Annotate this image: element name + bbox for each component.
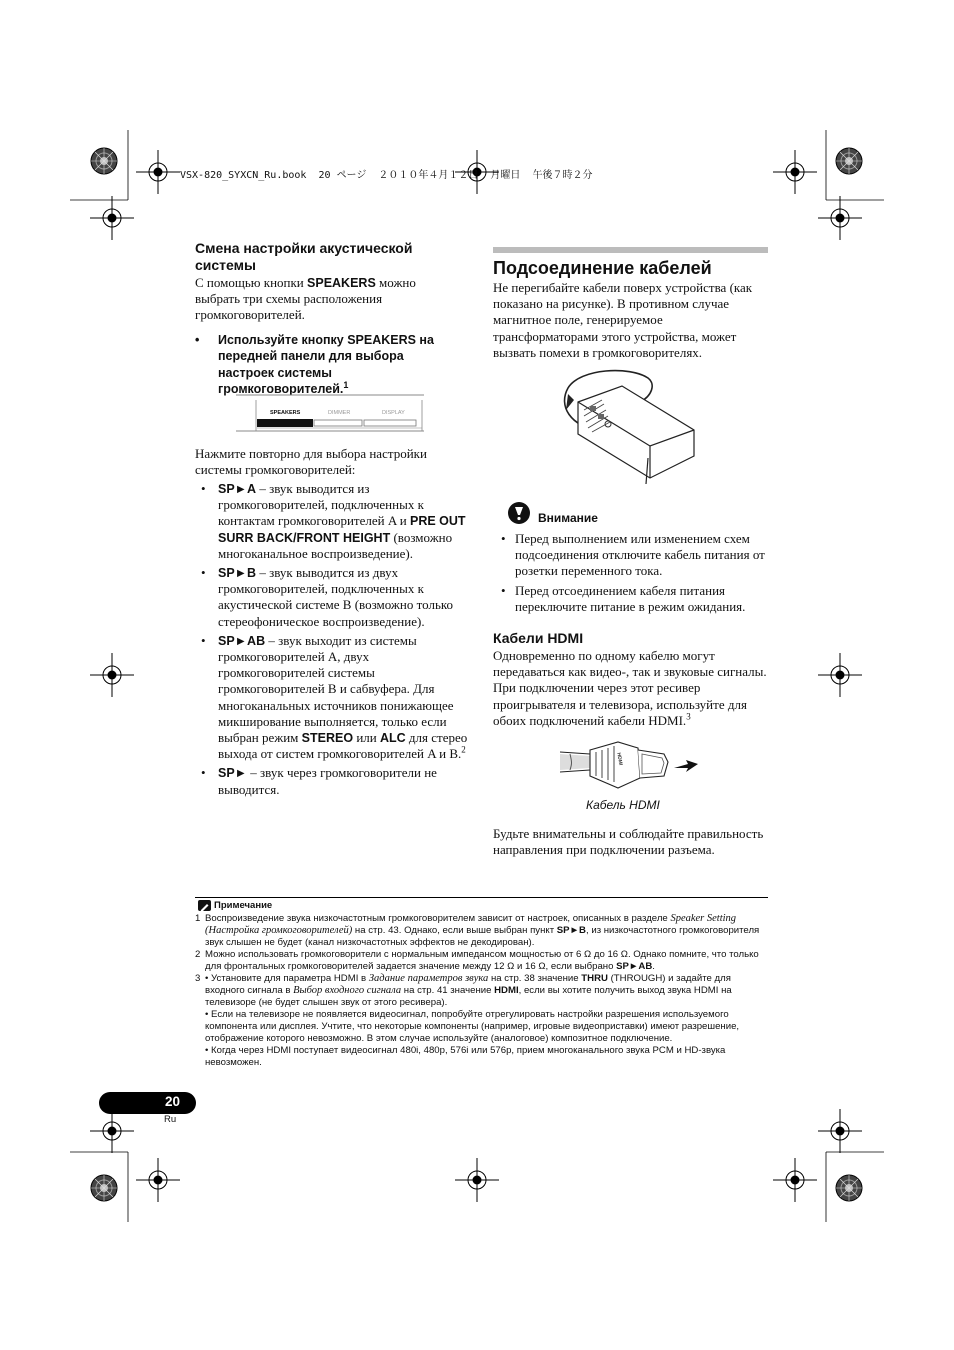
right-section-title: Подсоединение кабелей bbox=[493, 258, 712, 278]
caution-item-text: Перед отсоединением кабеля питания переключите питание в режим ожидания. bbox=[515, 582, 746, 614]
mode-bullet: • bbox=[201, 632, 206, 648]
hdmi-cable-illustration bbox=[560, 738, 700, 796]
mode-text: для стерео выхода от систем громкоговорителей A и B. bbox=[218, 730, 468, 762]
registration-cross-icon bbox=[136, 1158, 180, 1202]
mode-key-sp-b: SP►B bbox=[218, 566, 257, 581]
hdmi-paragraph bbox=[493, 648, 771, 729]
display-button bbox=[364, 420, 416, 426]
footnotes bbox=[195, 913, 770, 1069]
footnote-number: 1 bbox=[195, 913, 201, 924]
footnote-italic: Speaker Setting (Настройка громкоговорителей) bbox=[205, 913, 737, 936]
footnote-key: HDMI bbox=[494, 985, 519, 996]
mode-text: (возможно многоканальное воспроизведение). bbox=[218, 529, 453, 561]
registration-cross-icon bbox=[90, 196, 134, 240]
notes-rule bbox=[195, 897, 768, 898]
mode-text: – звук выходит из системы громкоговорителей A, двух громкоговорителей системы громкоговорителей B и сабвуфера. Для многоканальных источников понижающее микширование выполняется, только если выбран режим bbox=[218, 632, 454, 746]
speaker-mode-list bbox=[201, 481, 470, 798]
book-header-line: VSX-820_SYXCN_Ru.book 20 ページ ２０１０年４月１２日 月曜日 午後７時２分 bbox=[180, 170, 593, 181]
footnote-number: 3 bbox=[195, 973, 201, 984]
footnote-text: Можно использовать громкоговорители с нормальным импедансом мощностью от 6 Ω до 16 Ω. Однако помните, что только для фронтальных громкоговорителей задается значение между 12 Ω и 16 Ω, если выбрано bbox=[205, 949, 759, 972]
footnote-text: Воспроизведение звука низкочастотным громкоговорителем зависит от настроек, описанных в разделе bbox=[205, 913, 671, 924]
caution-title: Внимание bbox=[538, 511, 598, 525]
hdmi-caption: Кабель HDMI bbox=[586, 798, 660, 812]
registration-cross-icon bbox=[90, 1109, 134, 1153]
mode-item-sp-b bbox=[201, 565, 470, 630]
notes-title: Примечание bbox=[214, 900, 273, 911]
dimmer-button bbox=[314, 420, 362, 426]
caution-item bbox=[501, 582, 770, 615]
front-panel-illustration bbox=[236, 392, 426, 434]
registration-cross-icon bbox=[818, 196, 862, 240]
registration-cross-icon bbox=[455, 1158, 499, 1202]
caution-item-text: Перед выполнением или изменением схем подсоединения отключите кабель питания от розетки переменного тока. bbox=[515, 531, 765, 579]
page-language: Ru bbox=[164, 1114, 177, 1125]
mode-text: – звук через громкоговорители не выводится. bbox=[218, 765, 437, 797]
footnote-3-part-3: • Когда через HDMI поступает видеосигнал 480i, 480p, 576i или 576p, прием многоканального звука PCM и HD-звука невозможен. bbox=[205, 1045, 726, 1068]
speakers-button bbox=[257, 419, 313, 427]
mode-key-sp-off: SP► bbox=[218, 766, 248, 781]
footnote-1 bbox=[195, 913, 770, 949]
footnote-2 bbox=[195, 949, 770, 973]
footnote-text: (THROUGH) и задайте для входного сигнала в bbox=[205, 973, 731, 996]
mode-key-pre-out: PRE OUT SURR BACK/FRONT HEIGHT bbox=[218, 514, 466, 545]
registration-cross-icon bbox=[773, 150, 817, 194]
hdmi-text: Одновременно по одному кабелю могут передаваться как видео-, так и звуковые сигналы. При подключении через этот ресивер проигрывателя и телевизора, используйте для обоих подключений кабели HDMI. bbox=[493, 648, 767, 728]
mode-key-stereo: STEREO bbox=[301, 731, 354, 746]
footnote-text: . bbox=[652, 961, 655, 972]
footnote-text: • Установите для параметра HDMI в bbox=[205, 973, 369, 984]
mode-bullet: • bbox=[201, 765, 206, 781]
footnote-text: на стр. 41 значение bbox=[401, 985, 495, 996]
footnote-italic: Задание параметров звука bbox=[368, 973, 489, 984]
footnote-3-part-2: • Если на телевизоре не появляется видеосигнал, попробуйте отрегулировать настройки разрешения используемого компонента или дисплея. Учтите, что некоторые компоненты (например, игровые видеоприставки) имеют разрешение, отображение которого невозможно. В этом случае используйте (аналоговое) композитное подключение. bbox=[205, 1009, 740, 1044]
note-icon bbox=[198, 900, 211, 911]
instruction-bullet: • bbox=[195, 333, 200, 347]
arrow-head-icon bbox=[566, 394, 574, 410]
left-intro-paragraph bbox=[195, 275, 445, 324]
panel-label-display: DISPLAY bbox=[382, 410, 405, 416]
section-rule bbox=[493, 247, 768, 253]
footnote-number: 2 bbox=[195, 949, 201, 960]
direction-arrow-icon bbox=[674, 760, 698, 772]
mode-key-sp-a: SP►A bbox=[218, 482, 257, 496]
registration-cross-icon bbox=[136, 150, 180, 194]
mode-item-sp-off bbox=[201, 765, 470, 797]
footnote-text: , из низкочастотного громкоговорителя звук слышен не будет (канал низкочастотных эффектов не декодирован). bbox=[205, 925, 760, 948]
hdmi-plug-label: HDMI bbox=[615, 752, 624, 766]
intro-pre: С помощью кнопки bbox=[195, 275, 308, 290]
panel-label-dimmer: DIMMER bbox=[328, 410, 351, 416]
instruction-step bbox=[195, 332, 460, 398]
registration-sun-icon bbox=[91, 148, 117, 174]
registration-cross-icon bbox=[90, 653, 134, 697]
mode-key-alc: ALC bbox=[379, 731, 406, 746]
mode-text: или bbox=[353, 730, 380, 746]
panel-label-speakers: SPEAKERS bbox=[270, 410, 301, 416]
page-number-tab bbox=[99, 1092, 196, 1114]
registration-sun-icon bbox=[836, 1175, 862, 1201]
hdmi-orientation-note: Будьте внимательны и соблюдайте правильность направления при подключении разъема. bbox=[493, 826, 764, 858]
mode-bullet: • bbox=[201, 565, 206, 581]
footnote-3 bbox=[195, 973, 770, 1069]
receiver-cable-illustration bbox=[560, 366, 700, 486]
mode-key-sp-ab: SP►AB bbox=[218, 633, 266, 648]
footnote-ref-1: 1 bbox=[343, 380, 349, 391]
left-section-title: Смена настройки акустической системы bbox=[195, 240, 413, 273]
caution-icon bbox=[508, 502, 530, 524]
registration-cross-icon bbox=[773, 1158, 817, 1202]
press-again-paragraph: Нажмите повторно для выбора настройки системы громкоговорителей: bbox=[195, 446, 427, 478]
footnote-text: , если вы хотите получить выход звука HDMI на телевизоре (не будет слышен звук от этого ресивера). bbox=[205, 985, 732, 1008]
registration-cross-icon bbox=[818, 1109, 862, 1153]
footnote-key: SP►AB bbox=[616, 961, 653, 972]
footnote-key: THRU bbox=[581, 973, 608, 984]
footnote-italic: Выбор входного сигнала bbox=[293, 985, 402, 996]
caution-item bbox=[501, 531, 770, 580]
mode-item-sp-ab bbox=[201, 632, 470, 763]
caution-bullet: • bbox=[501, 582, 506, 598]
mode-item-sp-a bbox=[201, 481, 470, 562]
footnote-ref-3: 3 bbox=[686, 711, 691, 722]
instruction-text: Используйте кнопку SPEAKERS на передней панели для выбора настроек системы громкоговорителей. bbox=[218, 333, 434, 397]
footnote-ref-2: 2 bbox=[461, 744, 466, 755]
footnote-key: SP►B bbox=[556, 925, 586, 936]
mode-bullet: • bbox=[201, 481, 206, 496]
caution-list bbox=[501, 531, 770, 615]
footnote-text: на стр. 38 значение bbox=[488, 973, 582, 984]
intro-post: можно выбрать три схемы расположения громкоговорителей. bbox=[195, 275, 416, 323]
mode-text: – звук выводится из громкоговорителей, подключенных к контактам громкоговорителей A и bbox=[218, 481, 424, 529]
registration-sun-icon bbox=[91, 1175, 117, 1201]
footnote-text: на стр. 43. Однако, если выше выбран пункт bbox=[352, 925, 557, 936]
hdmi-section-title: Кабели HDMI bbox=[493, 630, 584, 646]
mode-text: – звук выводится из двух громкоговорителей, подключенных к акустической системе B (возможно только стереофоническое воспроизведение). bbox=[218, 565, 454, 629]
intro-key: SPEAKERS bbox=[307, 276, 376, 290]
registration-cross-icon bbox=[818, 653, 862, 697]
right-intro-paragraph: Не перегибайте кабели поверх устройства (как показано на рисунке). В противном случае магнитное поле, генерируемое трансформаторами этого устройства, может вызвать помехи в громкоговорителях. bbox=[493, 280, 753, 360]
page-number: 20 bbox=[164, 1094, 180, 1109]
registration-sun-icon bbox=[836, 148, 862, 174]
caution-bullet: • bbox=[501, 531, 506, 546]
